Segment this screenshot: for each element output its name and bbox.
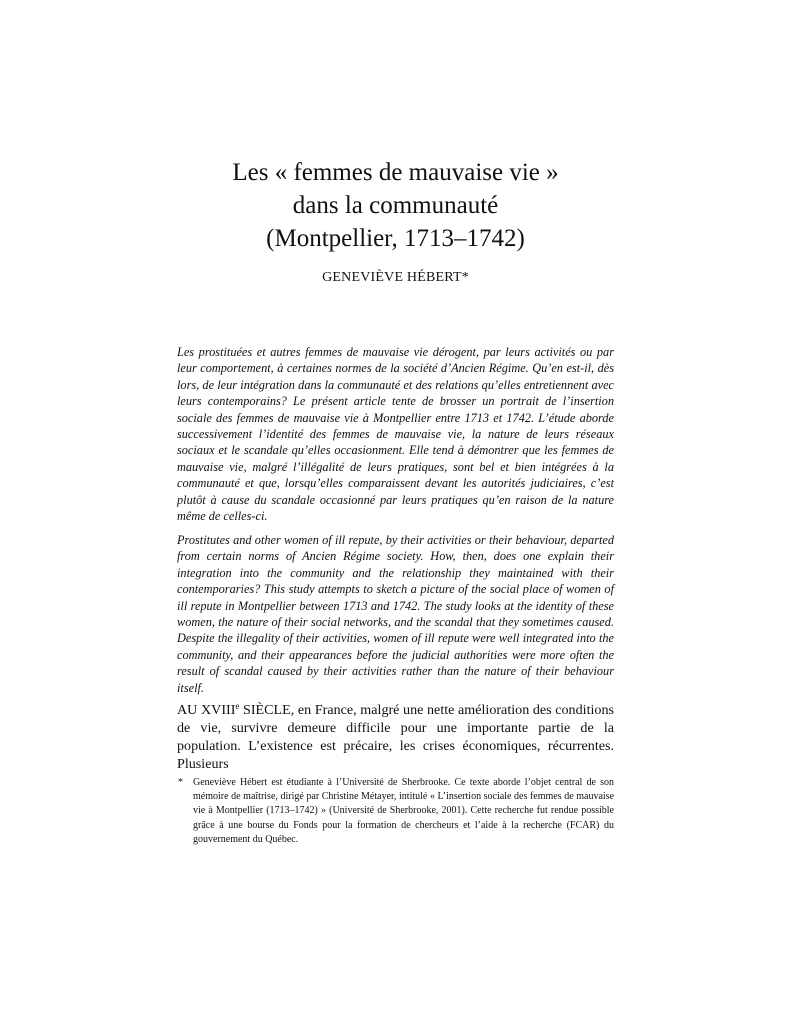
body-lead-prefix: AU XVIII (177, 702, 236, 718)
author-name: GENEVIÈVE HÉBERT* (322, 270, 469, 285)
title-line-3: (Montpellier, 1713–1742) (266, 225, 525, 252)
body-lead-rest: SIÈCLE, en France, malgré une nette amélioration des conditions de vie, survivre demeure difficile pour une importante partie de la population. L’existence est précaire, les crises économiques, récurrentes. Plusieurs (177, 702, 614, 772)
footnote-marker: * (178, 777, 183, 788)
footnote (178, 776, 614, 847)
century-superscript: e (235, 701, 240, 711)
title-line-2: dans la communauté (292, 192, 499, 219)
abstract-english: Prostitutes and other women of ill repute, by their activities or their behaviour, departed from certain norms of Ancien Régime society. How, then, does one explain their integration into the community and the relationship they maintained with their contemporaries? This study attempts to sketch a picture of the social place of women of ill repute in Montpellier between 1713 and 1742. The study looks at the identity of these women, the nature of their social networks, and the scandal that they sometimes caused. Despite the illegality of their activities, women of ill repute were well integrated into the community, and their appearances before the judicial authorities were more often the result of scandal caused by their activities rather than the nature of their behaviour itself. (177, 533, 614, 695)
footnote-text: Geneviève Hébert est étudiante à l’Université de Sherbrooke. Ce texte aborde l’objet central de son mémoire de maîtrise, dirigé par Christine Métayer, intitulé « L’insertion sociale des femmes de mauvaise vie à Montpellier (1713–1742) » (Université de Sherbrooke, 2001). Cette recherche fut rendue possible grâce à une bourse du Fonds pour la formation de chercheurs et l’aide à la recherche (FCAR) du gouvernement du Québec. (193, 777, 614, 845)
body-paragraph (177, 701, 614, 773)
abstract-french: Les prostituées et autres femmes de mauvaise vie dérogent, par leurs activités ou par leur comportement, à certaines normes de la société d’Ancien Régime. Qu’en est-il, dès lors, de leur intégration dans la communauté et des relations qu’elles entretiennent avec leurs contemporains? Le présent article tente de brosser un portrait de l’insertion sociale des femmes de mauvaise vie à Montpellier entre 1713 et 1742. L’étude aborde successivement l’identité des femmes de mauvaise vie, la nature de leurs réseaux sociaux et le scandale qu’elles occasionment. Elle tend à démontrer que les femmes de mauvaise vie, malgré l’illégalité de leurs pratiques, sont bel et bien intégrées à la communauté et que, lorsqu’elles comparaissent devant les autorités judiciaires, c’est plutôt à cause du scandale occasionné par leurs pratiques qu’en raison de la nature même de celles-ci. (177, 345, 614, 524)
article-title (0, 156, 791, 255)
title-line-1: Les « femmes de mauvaise vie » (232, 159, 559, 186)
